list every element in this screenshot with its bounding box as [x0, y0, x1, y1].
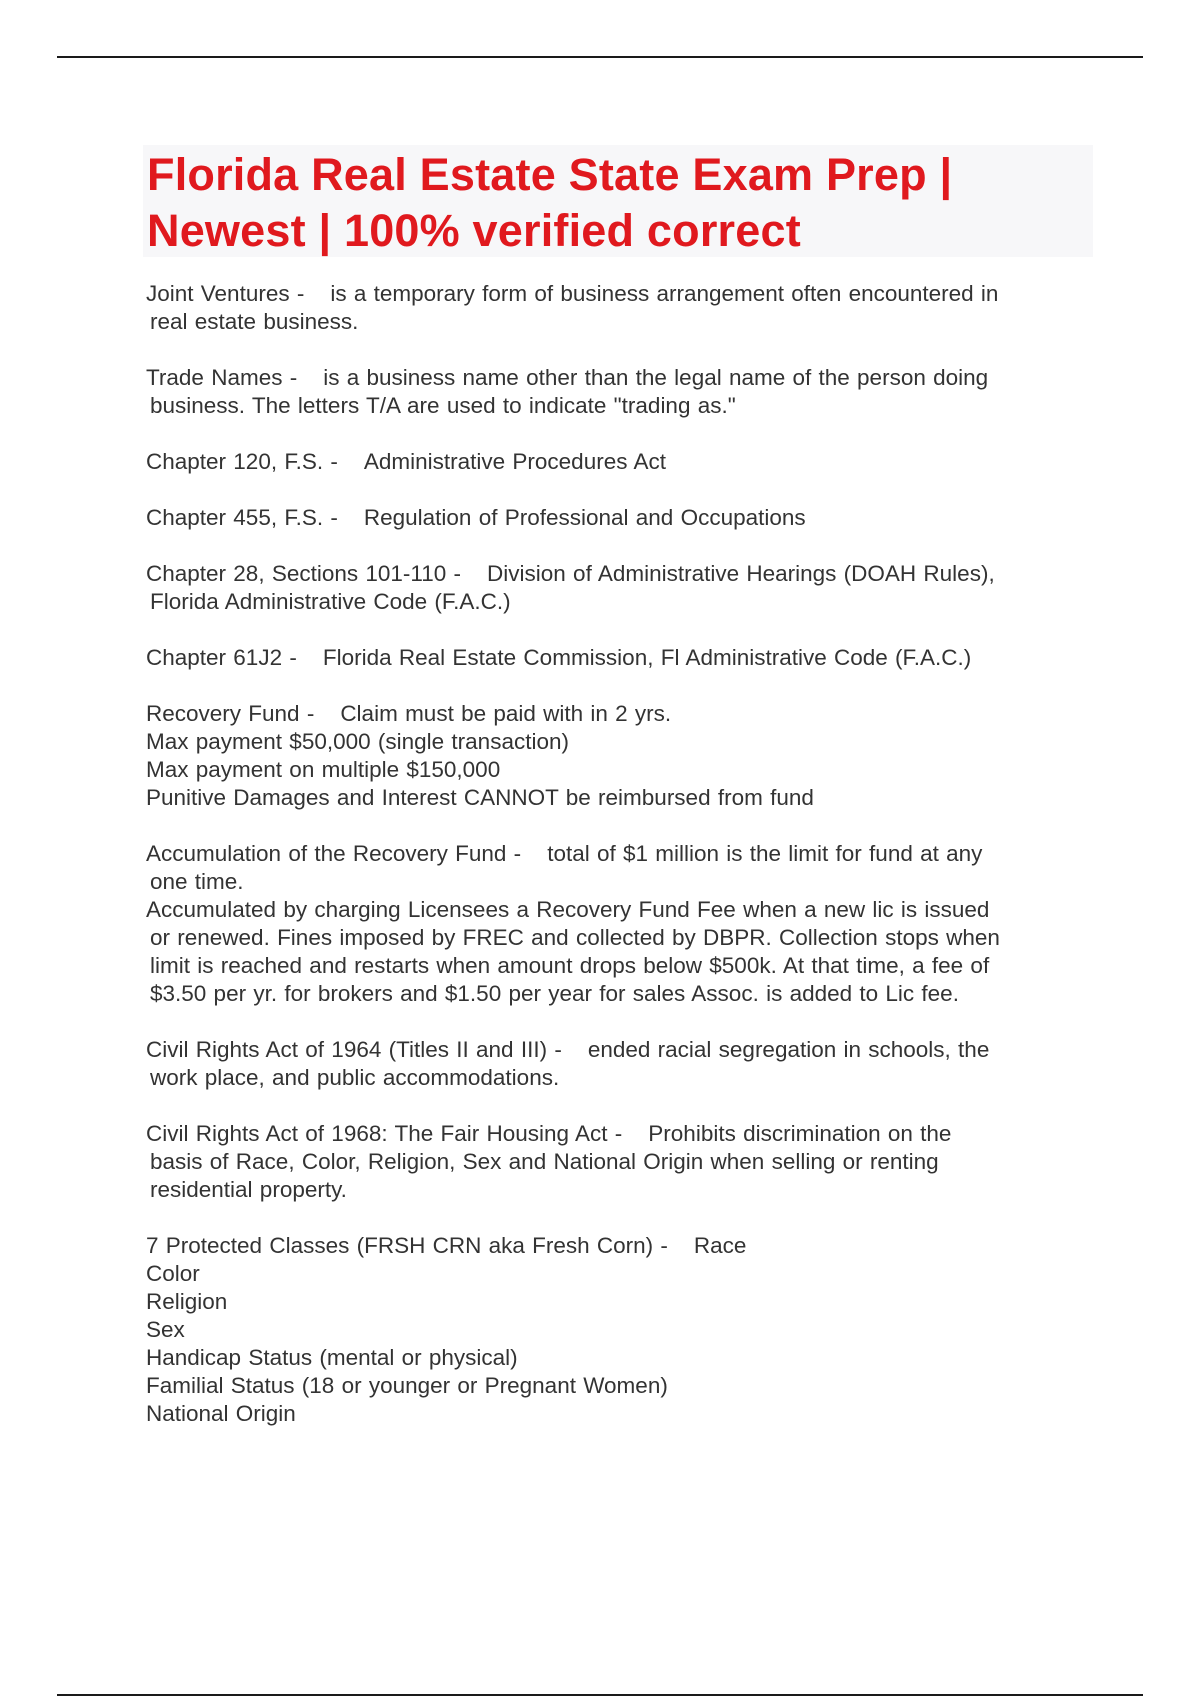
- entry-definition: Regulation of Professional and Occupations: [363, 505, 806, 530]
- entry-line: Handicap Status (mental or physical): [146, 1345, 518, 1370]
- entry-continuation-line: real estate business.: [150, 309, 359, 334]
- entry-term: Civil Rights Act of 1964 (Titles II and III) -: [146, 1037, 562, 1062]
- flashcard-entry: [146, 1232, 1086, 1428]
- title-banner: [143, 145, 1093, 257]
- entry-line: Max payment on multiple $150,000: [146, 757, 501, 782]
- entry-term: Trade Names -: [146, 365, 298, 390]
- entry-first-line: [146, 1036, 1086, 1064]
- entry-line: Accumulated by charging Licensees a Recovery Fund Fee when a new lic is issued: [146, 897, 990, 922]
- bottom-rule: [57, 1694, 1143, 1696]
- entry-definition: Division of Administrative Hearings (DOAH Rules),: [487, 561, 995, 586]
- entry-first-line: [146, 1232, 1086, 1260]
- entry-continuation-line: limit is reached and restarts when amount drops below $500k. At that time, a fee of: [150, 953, 990, 978]
- document-body: [146, 280, 1086, 1456]
- entry-first-line: [146, 504, 1086, 532]
- entry-line: National Origin: [146, 1401, 296, 1426]
- flashcard-entry: [146, 560, 1086, 616]
- flashcard-entry: [146, 280, 1086, 336]
- entry-definition: is a temporary form of business arrangement often encountered in: [330, 281, 999, 306]
- entry-term: 7 Protected Classes (FRSH CRN aka Fresh Corn) -: [146, 1233, 668, 1258]
- entry-term: Chapter 61J2 -: [146, 645, 297, 670]
- entry-definition: Administrative Procedures Act: [363, 449, 666, 474]
- entry-continuation-line: Florida Administrative Code (F.A.C.): [150, 589, 511, 614]
- flashcard-entry: [146, 700, 1086, 812]
- flashcard-entry: [146, 1120, 1086, 1204]
- entry-continuation-line: business. The letters T/A are used to indicate "trading as.": [150, 393, 736, 418]
- entry-definition: ended racial segregation in schools, the: [587, 1037, 990, 1062]
- entry-definition: Prohibits discrimination on the: [648, 1121, 952, 1146]
- entry-definition: Race: [693, 1233, 747, 1258]
- entry-first-line: [146, 840, 1086, 868]
- entry-continuation-line: residential property.: [150, 1177, 347, 1202]
- entry-term: Chapter 120, F.S. -: [146, 449, 338, 474]
- entry-line: Religion: [146, 1289, 228, 1314]
- document-title: Florida Real Estate State Exam Prep | Newest | 100% verified correct: [147, 149, 953, 256]
- flashcard-entry: [146, 504, 1086, 532]
- entry-continuation-line: basis of Race, Color, Religion, Sex and National Origin when selling or renting: [150, 1149, 939, 1174]
- flashcard-entry: [146, 448, 1086, 476]
- entry-line: Sex: [146, 1317, 185, 1342]
- entry-term: Chapter 28, Sections 101-110 -: [146, 561, 462, 586]
- entry-definition: Florida Real Estate Commission, Fl Administrative Code (F.A.C.): [322, 645, 972, 670]
- entry-line: Color: [146, 1261, 200, 1286]
- entry-first-line: [146, 560, 1086, 588]
- entry-continuation-line: or renewed. Fines imposed by FREC and collected by DBPR. Collection stops when: [150, 925, 1000, 950]
- entry-continuation-line: $3.50 per yr. for brokers and $1.50 per year for sales Assoc. is added to Lic fee.: [150, 981, 959, 1006]
- entry-first-line: [146, 644, 1086, 672]
- entry-term: Accumulation of the Recovery Fund -: [146, 841, 522, 866]
- entry-term: Joint Ventures -: [146, 281, 305, 306]
- entry-first-line: [146, 700, 1086, 728]
- flashcard-entry: [146, 644, 1086, 672]
- entry-term: Civil Rights Act of 1968: The Fair Housing Act -: [146, 1121, 623, 1146]
- flashcard-entry: [146, 364, 1086, 420]
- flashcard-entry: [146, 1036, 1086, 1092]
- entry-continuation-line: work place, and public accommodations.: [150, 1065, 560, 1090]
- entry-line: Max payment $50,000 (single transaction): [146, 729, 569, 754]
- entry-first-line: [146, 280, 1086, 308]
- entry-term: Recovery Fund -: [146, 701, 315, 726]
- flashcard-entry: [146, 840, 1086, 1008]
- entry-first-line: [146, 364, 1086, 392]
- entry-line: Familial Status (18 or younger or Pregnant Women): [146, 1373, 668, 1398]
- entry-definition: Claim must be paid with in 2 yrs.: [340, 701, 672, 726]
- top-rule: [57, 56, 1143, 58]
- entry-definition: is a business name other than the legal name of the person doing: [323, 365, 989, 390]
- entry-continuation-line: one time.: [150, 869, 244, 894]
- entry-line: Punitive Damages and Interest CANNOT be reimbursed from fund: [146, 785, 814, 810]
- entry-definition: total of $1 million is the limit for fund at any: [547, 841, 983, 866]
- entry-first-line: [146, 448, 1086, 476]
- entry-first-line: [146, 1120, 1086, 1148]
- entry-term: Chapter 455, F.S. -: [146, 505, 338, 530]
